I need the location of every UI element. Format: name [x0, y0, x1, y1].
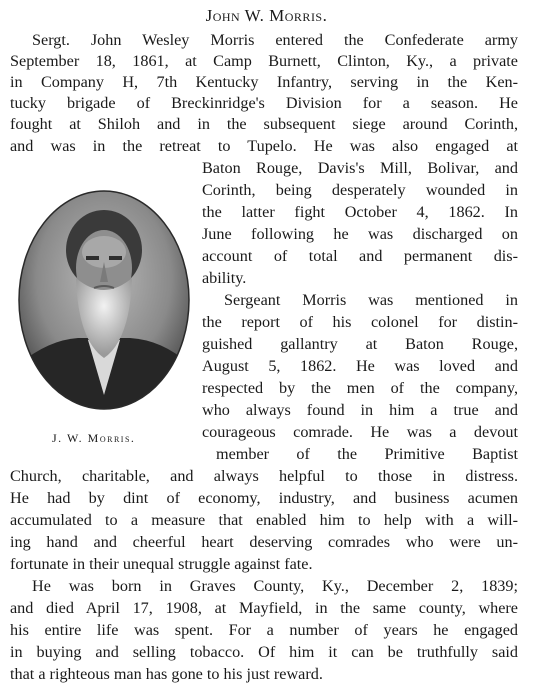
- text-line: tucky brigade of Breckinridge's Division for a season. He: [10, 94, 518, 112]
- text-line: He had by dint of economy, industry, and business acumen: [10, 489, 518, 507]
- text-line: ability.: [202, 269, 247, 287]
- portrait-photo: [18, 190, 190, 410]
- text-line: respected by the men of the company,: [202, 379, 518, 397]
- text-line: fortunate in their unequal struggle against fate.: [10, 555, 313, 573]
- portrait-caption: J. W. Morris.: [52, 431, 136, 445]
- text-line: courageous comrade. He was a devout: [202, 423, 518, 441]
- text-line: guished gallantry at Baton Rouge,: [202, 335, 518, 353]
- text-line: August 5, 1862. He was loved and: [202, 357, 518, 375]
- text-line: and was in the retreat to Tupelo. He was also engaged at: [10, 137, 518, 155]
- text-line: member of the Primitive Baptist: [216, 445, 518, 463]
- text-line: Baton Rouge, Davis's Mill, Bolivar, and: [202, 159, 518, 177]
- text-line: Corinth, being desperately wounded in: [202, 181, 518, 199]
- text-line: that a righteous man has gone to his just reward.: [10, 665, 323, 683]
- text-line: his entire life was spent. For a number of years he engaged: [10, 621, 518, 639]
- text-line: the report of his colonel for distin-: [202, 313, 518, 331]
- text-line: June following he was discharged on: [202, 225, 518, 243]
- text-line: ing hand and cheerful heart deserving comrades who were un-: [10, 533, 518, 551]
- text-line: fought at Shiloh and in the subsequent siege around Corinth,: [10, 115, 518, 133]
- text-line: who always found in him a true and: [202, 401, 518, 419]
- text-line: accumulated to a measure that enabled him to help with a will-: [10, 511, 518, 529]
- text-line: Sergeant Morris was mentioned in: [224, 291, 518, 309]
- text-line: the latter fight October 4, 1862. In: [202, 203, 518, 221]
- text-line: and died April 17, 1908, at Mayfield, in the same county, where: [10, 599, 518, 617]
- page-title: John W. Morris.: [205, 6, 328, 25]
- text-line: in buying and selling tobacco. Of him it can be truthfully said: [10, 643, 518, 661]
- text-line: account of total and permanent dis-: [202, 247, 518, 265]
- text-line: in Company H, 7th Kentucky Infantry, serving in the Ken-: [10, 73, 518, 91]
- text-line: Sergt. John Wesley Morris entered the Confederate army: [32, 31, 518, 49]
- text-line: September 18, 1861, at Camp Burnett, Clinton, Ky., a private: [10, 52, 518, 70]
- text-line: He was born in Graves County, Ky., December 2, 1839;: [32, 577, 518, 595]
- text-line: Church, charitable, and always helpful to those in distress.: [10, 467, 518, 485]
